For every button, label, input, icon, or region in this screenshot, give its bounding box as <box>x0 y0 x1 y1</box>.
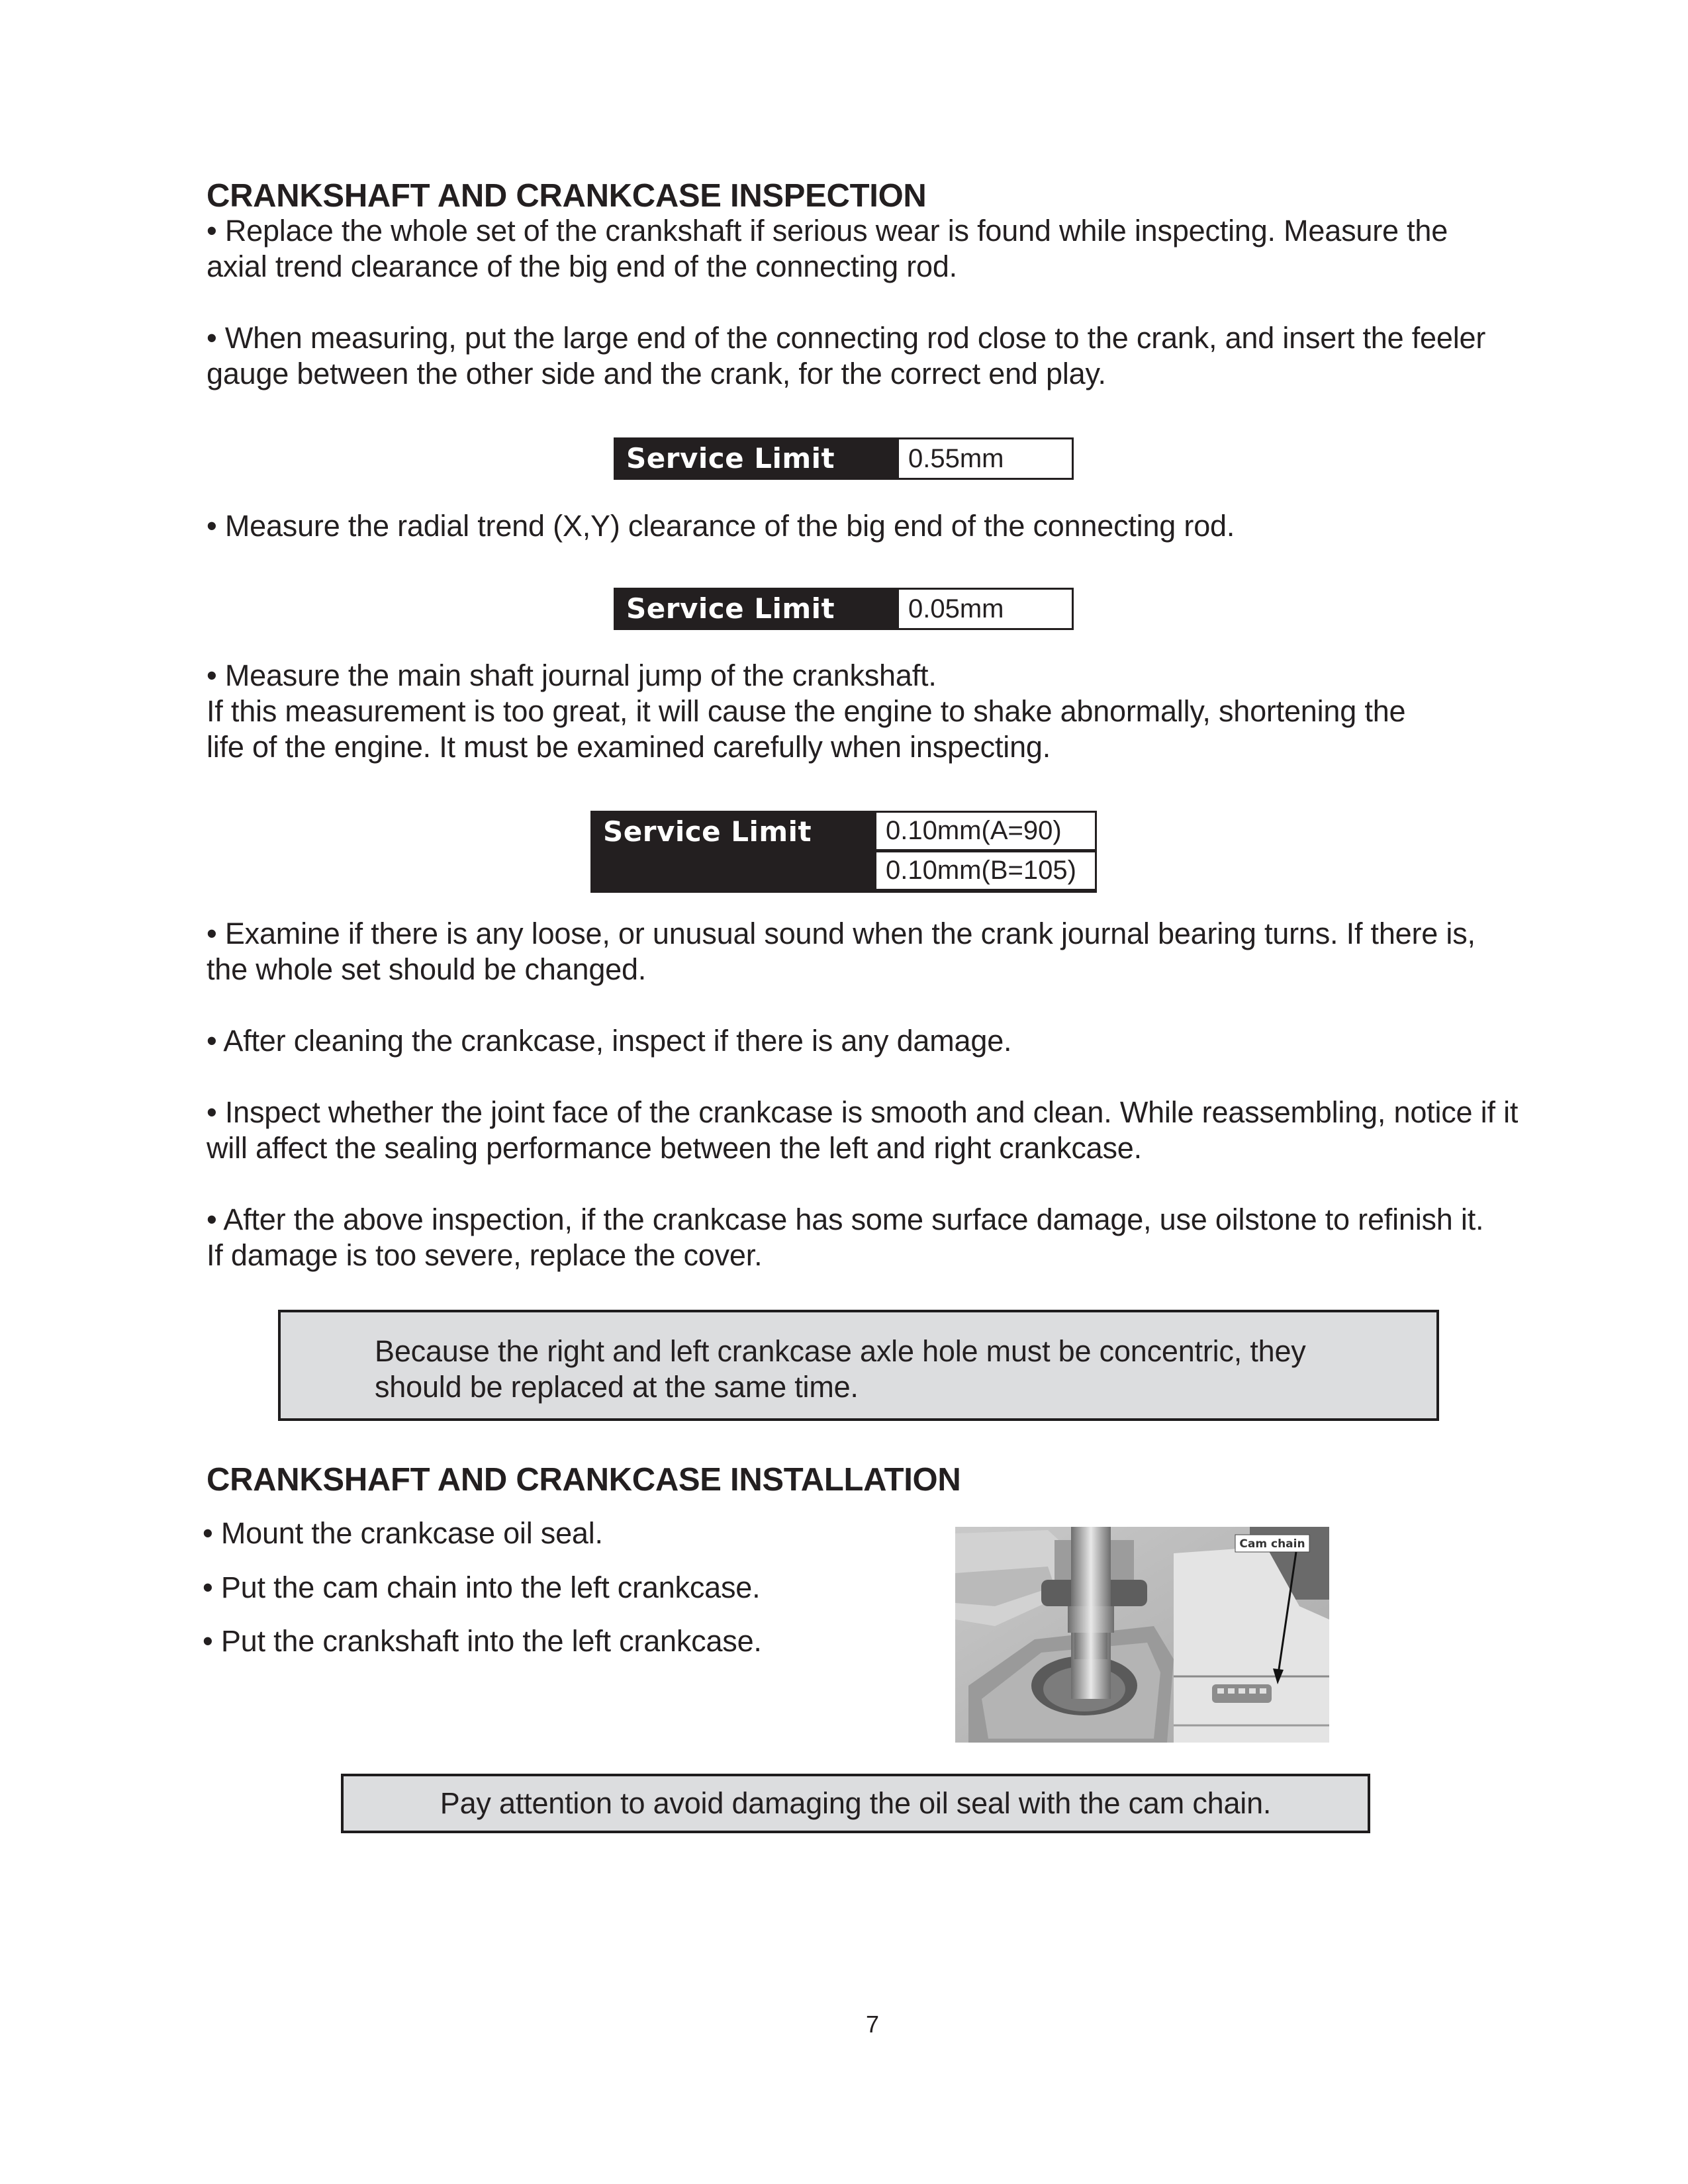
text-line: If damage is too severe, replace the cover. <box>207 1238 763 1272</box>
text-line: • Replace the whole set of the crankshaft if serious wear is found while inspecting. Measure the <box>207 214 1448 248</box>
step-mount-oil-seal: • Mount the crankcase oil seal. <box>203 1516 603 1550</box>
section-heading-installation: CRANKSHAFT AND CRANKCASE INSTALLATION <box>207 1462 961 1498</box>
paragraph-crankcase-damage <box>207 1023 1011 1059</box>
service-limit-label: Service Limit <box>626 442 835 475</box>
text-line: axial trend clearance of the big end of the connecting rod. <box>207 250 957 283</box>
note-line: Pay attention to avoid damaging the oil seal with the cam chain. <box>440 1786 1272 1820</box>
page-number: 7 <box>866 2011 880 2038</box>
service-limit-value-b: 0.10mm(B=105) <box>876 852 1095 889</box>
service-limit-radial <box>614 588 1074 630</box>
service-limit-value-a: 0.10mm(A=90) <box>876 813 1095 849</box>
service-limit-axial <box>614 437 1074 480</box>
service-limit-value: 0.05mm <box>899 590 1072 628</box>
text-line: will affect the sealing performance between the left and right crankcase. <box>207 1131 1142 1165</box>
paragraph-replace-crankshaft <box>207 213 1448 285</box>
text-line: • Inspect whether the joint face of the crankcase is smooth and clean. While reassembling, notice if it <box>207 1095 1519 1129</box>
step-crankshaft: • Put the crankshaft into the left crankcase. <box>203 1624 762 1658</box>
text-line: • After the above inspection, if the crankcase has some surface damage, use oilstone to refinish it. <box>207 1203 1484 1236</box>
text-line: gauge between the other side and the crank, for the correct end play. <box>207 357 1106 390</box>
paragraph-radial-clearance <box>207 508 1235 544</box>
text-line: • After cleaning the crankcase, inspect if there is any damage. <box>207 1024 1012 1058</box>
text-line: If this measurement is too great, it will cause the engine to shake abnormally, shortening the <box>207 694 1406 728</box>
paragraph-journal-jump <box>207 658 1405 765</box>
text-line: • Measure the radial trend (X,Y) clearance of the big end of the connecting rod. <box>207 509 1235 543</box>
service-limit-journal <box>590 811 1097 893</box>
note-concentric-axle <box>278 1310 1439 1421</box>
text-line: • When measuring, put the large end of the connecting rod close to the crank, and insert the feeler <box>207 321 1486 355</box>
paragraph-joint-face <box>207 1095 1518 1166</box>
text-line: • Measure the main shaft journal jump of the crankshaft. <box>207 659 937 692</box>
text-line: • Examine if there is any loose, or unusual sound when the crank journal bearing turns. If there is, <box>207 917 1476 950</box>
service-limit-label: Service Limit <box>626 592 835 625</box>
note-line: Because the right and left crankcase axle hole must be concentric, they <box>375 1334 1306 1368</box>
note-line: should be replaced at the same time. <box>375 1370 859 1404</box>
service-limit-label: Service Limit <box>603 815 812 848</box>
text-line: life of the engine. It must be examined carefully when inspecting. <box>207 730 1051 764</box>
section-heading-inspection: CRANKSHAFT AND CRANKCASE INSPECTION <box>207 178 927 214</box>
photo-callout-label: Cam chain <box>1239 1537 1305 1551</box>
crankshaft-installation-photo <box>955 1527 1329 1743</box>
paragraph-feeler-gauge <box>207 320 1485 392</box>
service-limit-value: 0.55mm <box>899 439 1072 478</box>
photo-illustration <box>955 1527 1329 1743</box>
step-cam-chain: • Put the cam chain into the left crankcase. <box>203 1570 761 1604</box>
paragraph-bearing-sound <box>207 916 1476 987</box>
text-line: the whole set should be changed. <box>207 952 647 986</box>
paragraph-oilstone <box>207 1202 1483 1273</box>
note-oil-seal-warning <box>341 1774 1370 1833</box>
